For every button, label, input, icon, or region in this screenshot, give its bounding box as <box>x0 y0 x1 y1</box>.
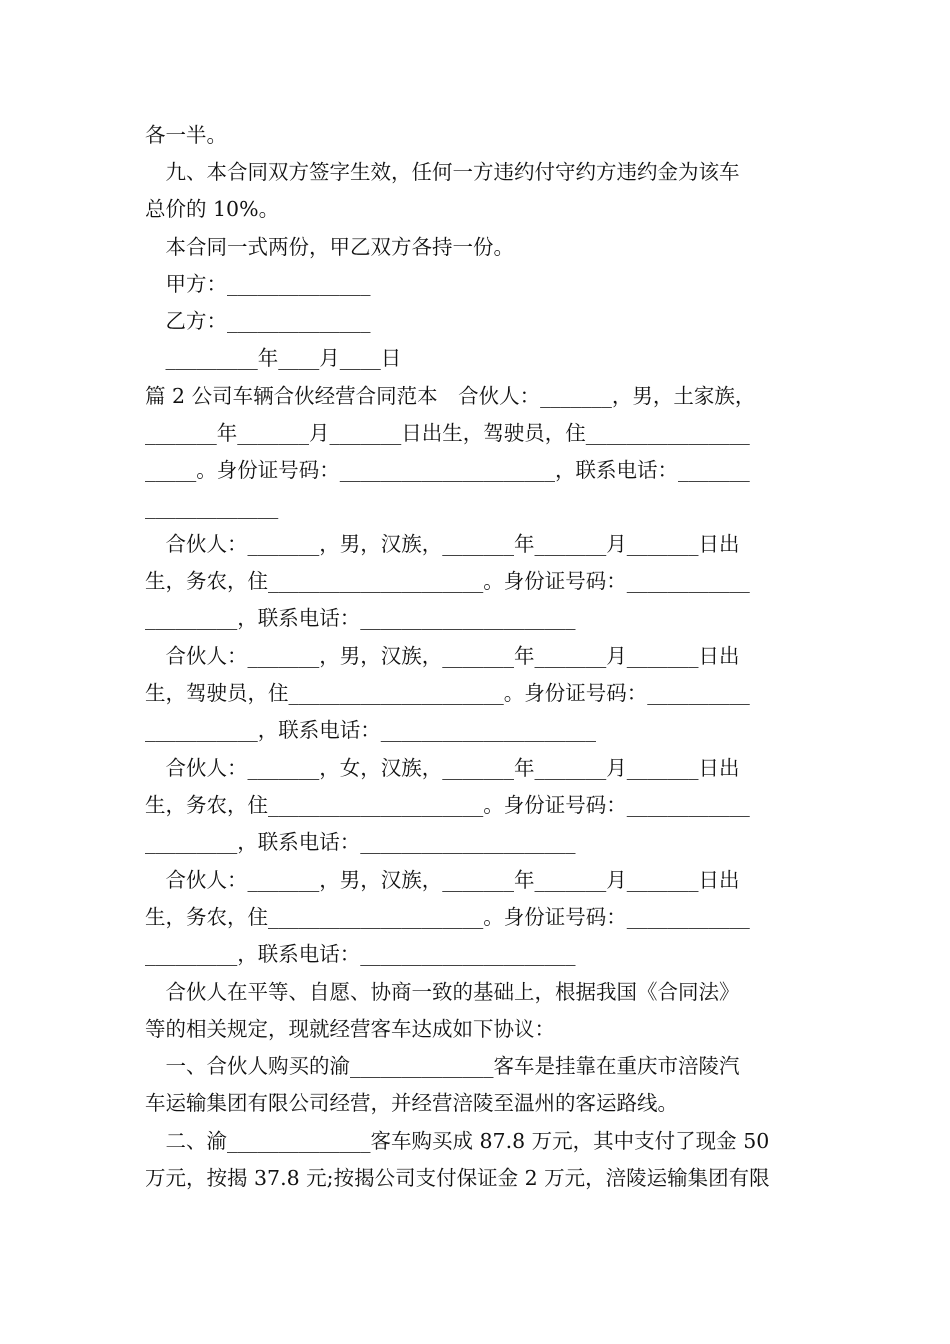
text-line: ___________，联系电话：_____________________ <box>145 718 596 742</box>
text-line: _________，联系电话：_____________________ <box>145 830 576 854</box>
text-line: 总价的 10%。 <box>145 197 280 221</box>
date-line: _________年____月____日 <box>145 346 402 370</box>
text-line: 等的相关规定，现就经营客车达成如下协议： <box>145 1017 555 1041</box>
text-line: _____。身份证号码：_____________________，联系电话：_______ <box>145 458 750 482</box>
partner-line: 合伙人：_______，男，汉族，_______年_______月_______日出 <box>145 532 740 556</box>
signature-line-party-a: 甲方：______________ <box>145 272 371 296</box>
clause-line: 二、渝______________客车购买成 87.8 万元，其中支付了现金 50 <box>145 1129 770 1153</box>
text-line: 各一半。 <box>145 123 227 147</box>
text-line: 合伙人在平等、自愿、协商一致的基础上，根据我国《合同法》 <box>145 980 740 1004</box>
text-line: 本合同一式两份，甲乙双方各持一份。 <box>145 235 514 259</box>
text-line: 九、本合同双方签字生效，任何一方违约付守约方违约金为该车 <box>145 160 740 184</box>
clause-line: 一、合伙人购买的渝______________客车是挂靠在重庆市涪陵汽 <box>145 1054 740 1078</box>
text-line: 生，务农，住_____________________。身份证号码：____________ <box>145 905 750 929</box>
text-line: _______年_______月_______日出生，驾驶员，住________________ <box>145 421 750 445</box>
text-line: _________，联系电话：_____________________ <box>145 606 576 630</box>
signature-line-party-b: 乙方：______________ <box>145 309 371 333</box>
partner-line: 合伙人：_______，女，汉族，_______年_______月_______日出 <box>145 756 740 780</box>
text-line: 生，驾驶员，住_____________________。身份证号码：__________ <box>145 681 750 705</box>
partner-line: 合伙人：_______，男，汉族，_______年_______月_______日出 <box>145 644 740 668</box>
partner-line: 合伙人：_______，男，汉族，_______年_______月_______日出 <box>145 868 740 892</box>
text-line: _____________ <box>145 495 279 519</box>
text-line: 生，务农，住_____________________。身份证号码：____________ <box>145 569 750 593</box>
section-heading-line: 篇 2 公司车辆合伙经营合同范本 合伙人：_______，男，土家族， <box>145 384 756 408</box>
text-line: 万元，按揭 37.8 元;按揭公司支付保证金 2 万元，涪陵运输集团有限 <box>145 1166 770 1190</box>
text-line: 车运输集团有限公司经营，并经营涪陵至温州的客运路线。 <box>145 1091 678 1115</box>
text-line: 生，务农，住_____________________。身份证号码：____________ <box>145 793 750 817</box>
text-line: _________，联系电话：_____________________ <box>145 942 576 966</box>
